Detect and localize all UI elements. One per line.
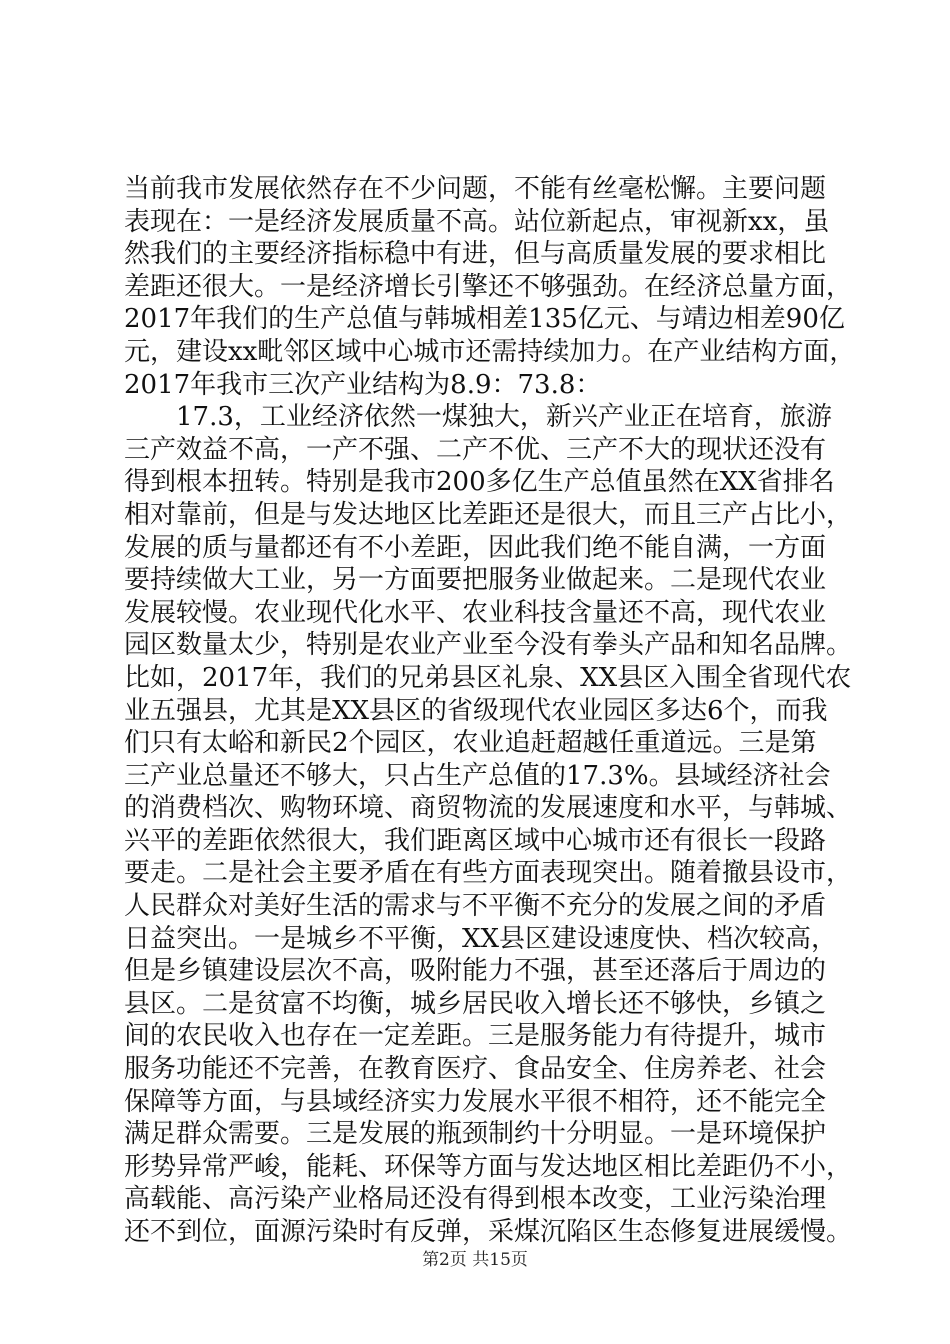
text-line: 间的农民收入也存在一定差距。三是服务能力有待提升，城市: [124, 1021, 827, 1052]
text-line: 三产效益不高，一产不强、二产不优、三产不大的现状还没有: [124, 434, 827, 465]
text-line: 县区。二是贫富不均衡，城乡居民收入增长还不够快，乡镇之: [124, 988, 827, 1019]
text-line: 们只有太峪和新民2个园区，农业追赶超越任重道远。三是第: [124, 728, 817, 759]
text-line: 发展的质与量都还有不小差距，因此我们绝不能自满，一方面: [124, 532, 827, 563]
text-line: 当前我市发展依然存在不少问题，不能有丝毫松懈。主要问题: [124, 174, 827, 204]
text-line: 业五强县，尤其是XX县区的省级现代农业园区多达6个，而我: [124, 695, 828, 726]
text-line: 比如，2017年，我们的兄弟县区礼泉、XX县区入围全省现代农: [124, 662, 852, 693]
text-line: 然我们的主要经济指标稳中有进，但与高质量发展的要求相比: [124, 239, 827, 270]
page-footer: [0, 1245, 950, 1270]
text-line: 保障等方面，与县域经济实力发展水平很不相符，还不能完全: [124, 1086, 827, 1117]
text-line: 满足群众需要。三是发展的瓶颈制约十分明显。一是环境保护: [124, 1119, 827, 1150]
text-line: 元，建设xx毗邻区域中心城市还需持续加力。在产业结构方面，: [124, 336, 856, 367]
text-line: 人民群众对美好生活的需求与不平衡不充分的发展之间的矛盾: [124, 891, 827, 922]
text-line: 要持续做大工业，另一方面要把服务业做起来。二是现代农业: [124, 565, 827, 596]
text-line: 相对靠前，但是与发达地区比差距还是很大，而且三产占比小，: [124, 499, 853, 530]
text-line: 得到根本扭转。特别是我市200多亿生产总值虽然在XX省排名: [124, 467, 835, 498]
text-line: 2017年我市三次产业结构为8.9：73.8：: [124, 369, 602, 400]
text-line: 服务功能还不完善，在教育医疗、食品安全、住房养老、社会: [124, 1054, 827, 1085]
paragraph-start-line: 17.3，工业经济依然一煤独大，新兴产业正在培育，旅游: [176, 402, 832, 433]
text-line: 日益突出。一是城乡不平衡，XX县区建设速度快、档次较高，: [124, 923, 838, 954]
text-line: 要走。二是社会主要矛盾在有些方面表现突出。随着撤县设市，: [124, 858, 853, 889]
text-line: 的消费档次、购物环境、商贸物流的发展速度和水平，与韩城、: [124, 793, 853, 824]
body-text: [124, 173, 856, 1249]
text-line: 形势异常严峻，能耗、环保等方面与发达地区相比差距仍不小，: [124, 1151, 853, 1182]
text-line: 还不到位，面源污染时有反弹，采煤沉陷区生态修复进展缓慢。: [124, 1217, 853, 1247]
text-line: 差距还很大。一是经济增长引擎还不够强劲。在经济总量方面，: [124, 271, 853, 302]
text-line: 三产业总量还不够大，只占生产总值的17.3%。县域经济社会: [124, 760, 831, 791]
text-line: 2017年我们的生产总值与韩城相差135亿元、与靖边相差90亿: [124, 304, 845, 335]
page-number-label: 第2页 共15页: [422, 1250, 528, 1270]
text-line: 表现在：一是经济发展质量不高。站位新起点，审视新xx，虽: [124, 206, 830, 237]
text-line: 兴平的差距依然很大，我们距离区域中心城市还有很长一段路: [124, 825, 827, 856]
text-line: 园区数量太少，特别是农业产业至今没有拳头产品和知名品牌。: [124, 630, 853, 661]
text-line: 高载能、高污染产业格局还没有得到根本改变，工业污染治理: [124, 1184, 827, 1215]
text-line: 发展较慢。农业现代化水平、农业科技含量还不高，现代农业: [124, 597, 827, 628]
text-line: 但是乡镇建设层次不高，吸附能力不强，甚至还落后于周边的: [124, 956, 827, 987]
